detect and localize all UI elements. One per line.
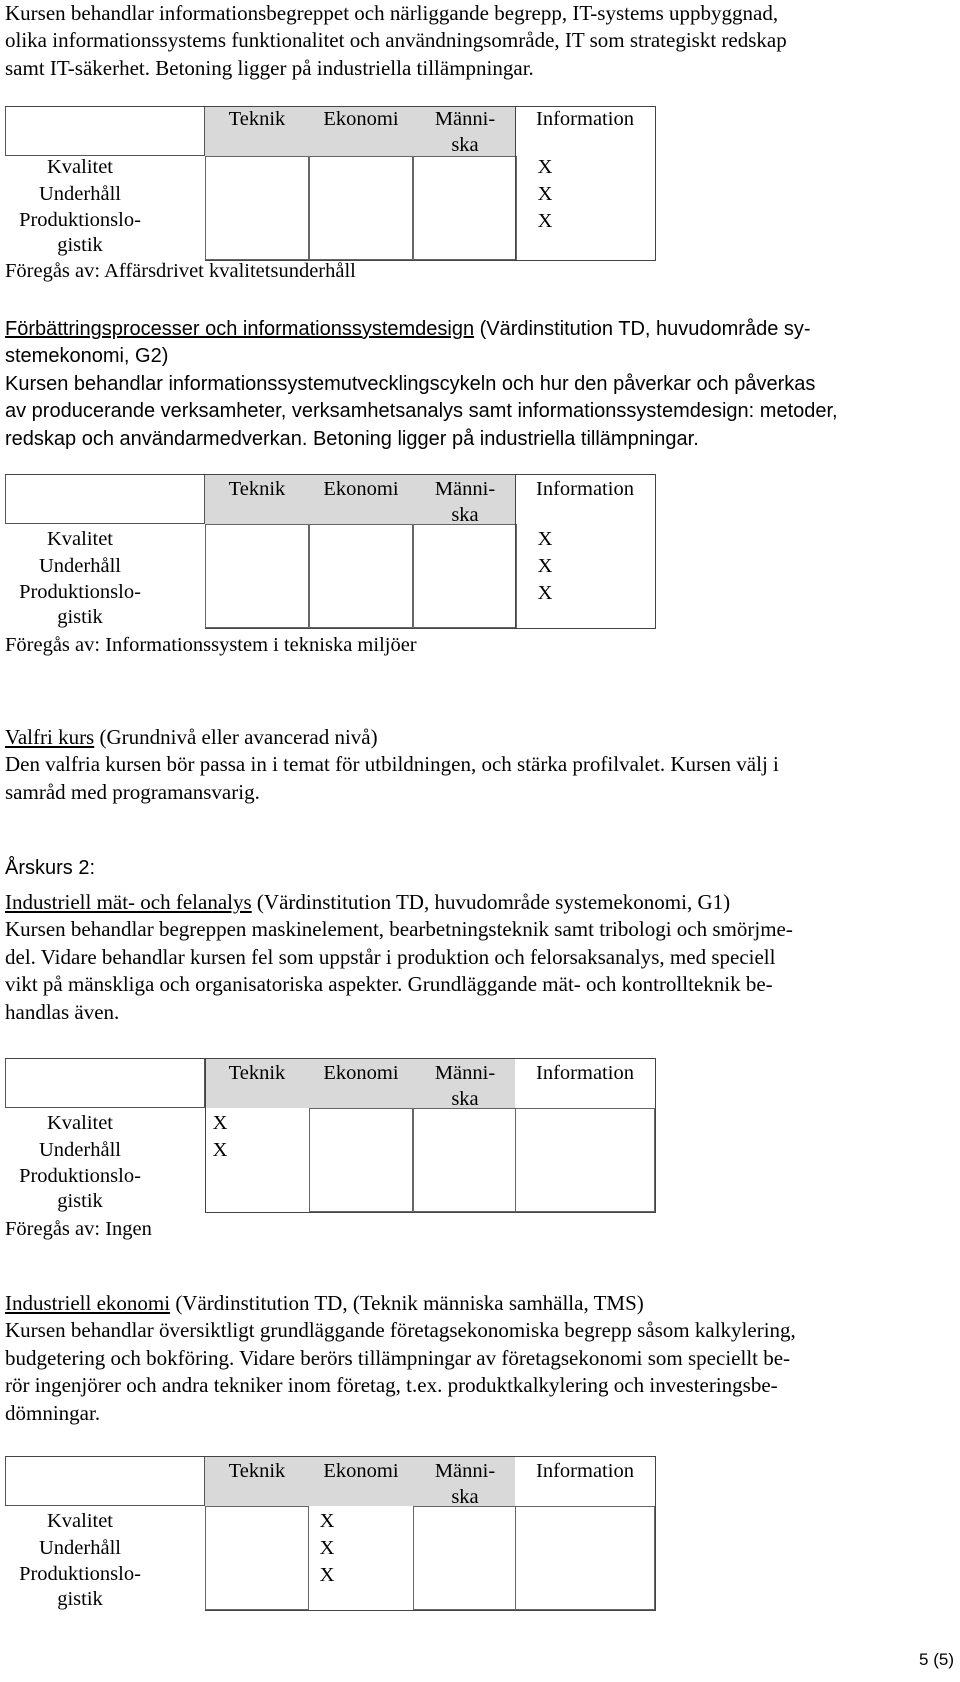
classification-grid-2 [5, 474, 703, 664]
course-block-3 [5, 724, 955, 806]
header-manniska-part: Männi- [434, 478, 496, 500]
row-label-part: gistik [57, 234, 103, 256]
header-teknik: Teknik [228, 478, 286, 500]
header-information: Information [536, 1062, 634, 1084]
header-manniska-part: ska [451, 504, 479, 526]
course-desc-line: del. Vidare behandlar kursen fel som uppstår i produktion och felorsaksanalys, med speciell [5, 944, 776, 969]
course-desc-line: samråd med programansvarig. [5, 779, 260, 804]
row-label-produktionslogistik [5, 1562, 155, 1612]
row-label-underhall: Underhåll [39, 1537, 121, 1559]
header-information: Information [536, 108, 634, 130]
row-label-part: Produktionslo- [19, 1165, 141, 1187]
row-label-part: gistik [57, 1190, 103, 1212]
row-label-produktionslogistik [5, 1164, 155, 1214]
course-desc-line: Den valfria kursen bör passa in i temat för utbildningen, och stärka profilvalet. Kursen välj i [5, 752, 779, 777]
mark-information-produktion: X [537, 210, 553, 232]
mark-information-kvalitet: X [537, 528, 553, 550]
header-information: Information [536, 1460, 634, 1482]
preceded-by: Föregås av: Affärsdrivet kvalitetsunderhåll [5, 260, 356, 282]
course-title: Industriell mät- och felanalys [5, 890, 252, 914]
header-manniska [413, 1060, 517, 1112]
preceded-by: Föregås av: Informationssystem i tekniska miljöer [5, 634, 417, 656]
header-manniska-part: ska [451, 1088, 479, 1110]
course-meta: (Värdinstitution TD, (Teknik människa samhälla, TMS) [170, 1291, 644, 1315]
row-label-underhall: Underhåll [39, 183, 121, 205]
classification-grid-1 [5, 106, 703, 282]
classification-grid-4 [5, 1456, 703, 1626]
row-label-part: Produktionslo- [19, 581, 141, 603]
classification-grid-3 [5, 1058, 703, 1248]
row-label-produktionslogistik [5, 208, 155, 258]
course-desc-line: redskap och användarmedverkan. Betoning ligger på industriella tillämpningar. [5, 427, 699, 450]
course-desc-line: budgetering och bokföring. Vidare berörs tillämpningar av företagsekonomi som speciellt be- [5, 1345, 791, 1370]
course-meta: (Grundnivå eller avancerad nivå) [94, 725, 378, 749]
header-teknik: Teknik [228, 1062, 286, 1084]
course-meta-line: stemekonomi, G2) [5, 345, 169, 368]
intro-line: samt IT-säkerhet. Betoning ligger på industriella tillämpningar. [5, 55, 534, 80]
header-manniska [413, 106, 517, 158]
mark-information-underhall: X [537, 183, 553, 205]
header-manniska-part: Männi- [434, 1062, 496, 1084]
course-desc-line: av producerande verksamheter, verksamhetsanalys samt informationssystemdesign: metoder, [5, 400, 838, 423]
course-block-5 [5, 1290, 955, 1427]
course-title: Valfri kurs [5, 725, 95, 749]
row-label-part: Produktionslo- [19, 1563, 141, 1585]
header-manniska-part: ska [451, 1486, 479, 1508]
header-ekonomi: Ekonomi [323, 1062, 399, 1084]
header-manniska-part: ska [451, 134, 479, 156]
mark-teknik-kvalitet: X [212, 1112, 228, 1134]
header-teknik: Teknik [228, 1460, 286, 1482]
row-label-kvalitet: Kvalitet [46, 1510, 114, 1532]
course-meta: (Värdinstitution TD, huvudområde systemekonomi, G1) [251, 890, 731, 914]
intro-paragraph [5, 0, 955, 82]
course-block-2 [5, 316, 955, 453]
mark-information-underhall: X [537, 555, 553, 577]
year-heading: Årskurs 2: [5, 857, 96, 879]
header-teknik: Teknik [228, 108, 286, 130]
course-title: Industriell ekonomi [5, 1291, 171, 1315]
row-label-underhall: Underhåll [39, 555, 121, 577]
header-ekonomi: Ekonomi [323, 108, 399, 130]
preceded-by: Föregås av: Ingen [5, 1218, 152, 1240]
header-information: Information [536, 478, 634, 500]
course-desc-line: dömningar. [5, 1400, 101, 1425]
header-manniska-part: Männi- [434, 108, 496, 130]
course-block-4 [5, 889, 955, 1026]
row-label-part: gistik [57, 1588, 103, 1610]
row-label-part: Produktionslo- [19, 209, 141, 231]
header-manniska [413, 1458, 517, 1510]
intro-line: olika informationssystems funktionalitet och användningsområde, IT som strategiskt redskap [5, 28, 787, 53]
course-meta: (Värdinstitution TD, huvudområde sy- [474, 318, 811, 340]
mark-ekonomi-underhall: X [319, 1537, 335, 1559]
header-manniska [413, 476, 517, 528]
course-desc-line: Kursen behandlar översiktligt grundläggande företagsekonomiska begrepp såsom kalkylering, [5, 1318, 796, 1343]
row-label-underhall: Underhåll [39, 1139, 121, 1161]
course-desc-line: Kursen behandlar begreppen maskinelement, bearbetningsteknik samt tribologi och smörjme- [5, 917, 793, 942]
course-desc-line: handlas även. [5, 999, 120, 1024]
course-desc-line: rör ingenjörer och andra tekniker inom företag, t.ex. produktkalkylering och investeringsbe- [5, 1373, 778, 1398]
mark-information-produktion: X [537, 582, 553, 604]
mark-teknik-underhall: X [212, 1139, 228, 1161]
page-number: 5 (5) [919, 1650, 954, 1669]
row-label-kvalitet: Kvalitet [46, 1112, 114, 1134]
intro-line: Kursen behandlar informationsbegreppet och närliggande begrepp, IT-systems uppbyggnad, [5, 1, 779, 25]
mark-information-kvalitet: X [537, 156, 553, 178]
header-ekonomi: Ekonomi [323, 478, 399, 500]
course-desc-line: vikt på mänskliga och organisatoriska aspekter. Grundläggande mät- och kontrollteknik be- [5, 972, 773, 997]
row-label-produktionslogistik [5, 580, 155, 630]
row-label-kvalitet: Kvalitet [46, 528, 114, 550]
course-desc-line: Kursen behandlar informationssystemutvecklingscykeln och hur den påverkar och påverkas [5, 372, 816, 395]
header-ekonomi: Ekonomi [323, 1460, 399, 1482]
mark-ekonomi-kvalitet: X [319, 1510, 335, 1532]
course-title: Förbättringsprocesser och informationssystemdesign [5, 318, 475, 340]
row-label-kvalitet: Kvalitet [46, 156, 114, 178]
mark-ekonomi-produktion: X [319, 1564, 335, 1586]
header-manniska-part: Männi- [434, 1460, 496, 1482]
row-label-part: gistik [57, 606, 103, 628]
